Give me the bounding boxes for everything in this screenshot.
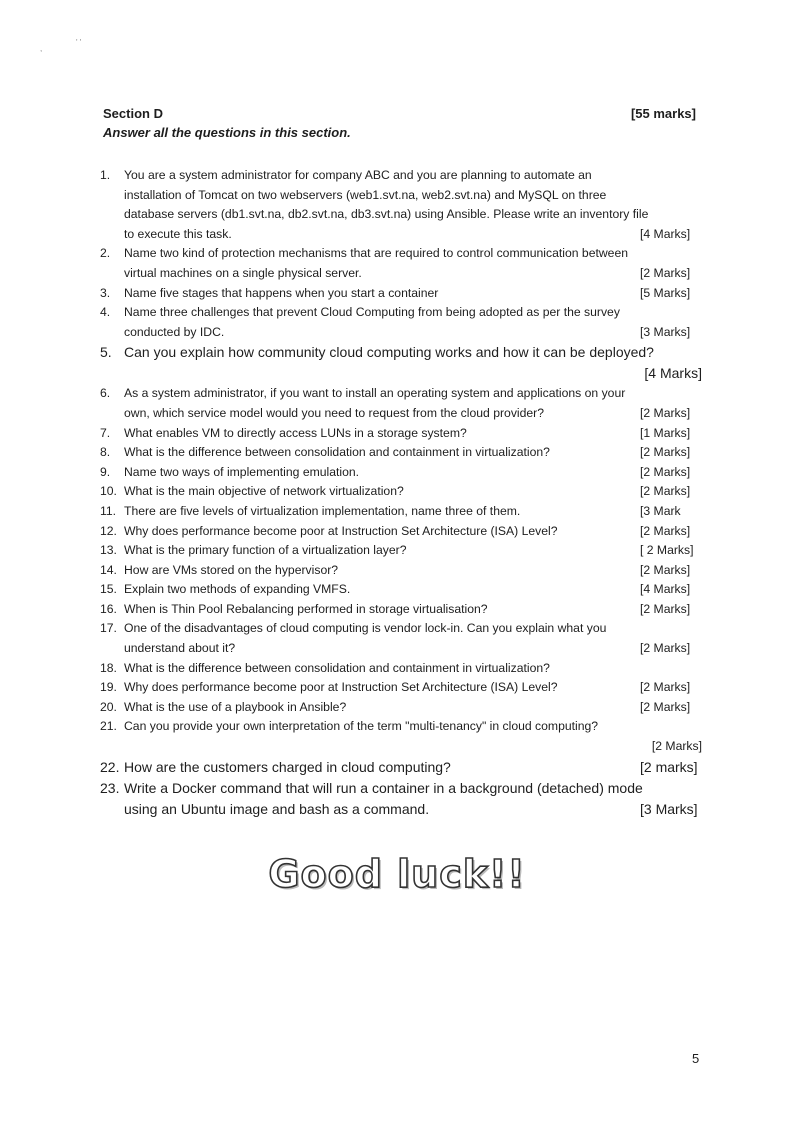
question-body [124,342,702,384]
question-marks [640,659,702,679]
section-marks: [55 marks] [630,106,696,121]
question-text-line: As a system administrator, if you want to install an operating system and applications on your [124,386,626,401]
question-number: 4. [100,305,111,320]
question-last-line [124,225,702,245]
question-last-line [124,323,702,343]
question-marks: [2 Marks] [640,680,691,695]
question-last-line [124,580,702,600]
question-text-line: own, which service model would you need to request from the cloud provider? [124,405,545,420]
question-number: 13. [100,543,117,558]
question-number: 10. [100,484,117,499]
question-last-line [124,482,702,502]
question-last-line [124,799,702,820]
question-text-line: Why does performance become poor at Instruction Set Architecture (ISA) Level? [124,523,558,538]
question-text-line: You are a system administrator for company ABC and you are planning to automate an [124,168,592,182]
question-item [100,659,702,679]
question-marks: [4 Marks] [640,582,691,597]
question-text-line: What enables VM to directly access LUNs in a storage system? [124,425,467,440]
question-body [124,659,702,679]
question-text-line: What is the difference between consolidation and containment in virtualization? [124,660,550,675]
question-body [124,303,702,342]
question-marks: [3 Marks] [640,800,698,817]
question-last-line [124,639,702,659]
question-text-line: What is the main objective of network virtualization? [124,484,404,499]
question-text-line: Why does performance become poor at Instruction Set Architecture (ISA) Level? [124,680,558,695]
question-body [124,502,702,522]
question-item [100,502,702,522]
question-marks: [2 Marks] [640,265,691,280]
question-number: 8. [100,445,111,460]
question-item [100,482,702,502]
question-item [100,619,702,658]
question-marks: [3 Mark [640,503,681,518]
question-body [124,244,702,283]
question-text-line: How are VMs stored on the hypervisor? [124,562,339,577]
question-item [100,541,702,561]
question-last-line [124,678,702,698]
question-item [100,384,702,423]
question-body [124,482,702,502]
question-last-line [124,659,702,679]
question-body [124,619,702,658]
question-text-line: How are the customers charged in cloud computing? [124,758,451,775]
question-item [100,561,702,581]
question-body [124,463,702,483]
question-item [100,463,702,483]
question-body [124,580,702,600]
question-marks: [2 marks] [640,758,698,775]
scan-speck: ' ' [76,38,82,47]
question-list [100,166,702,820]
question-last-line [124,541,702,561]
question-marks: [2 Marks] [651,739,702,754]
question-text-line: using an Ubuntu image and bash as a command. [124,800,430,817]
question-text-line: Can you explain how community cloud computing works and how it can be deployed? [124,344,654,361]
question-last-line [124,264,702,284]
question-marks: [4 Marks] [644,365,702,382]
question-marks: [2 Marks] [640,699,691,714]
question-text-line: Name three challenges that prevent Cloud Computing from being adopted as per the survey [124,305,620,320]
question-text-line: Can you provide your own interpretation of the term "multi-tenancy" in cloud computing? [124,719,599,734]
question-text-line: to execute this task. [124,226,232,241]
question-text-line: There are five levels of virtualization implementation, name three of them. [124,503,521,518]
question-item [100,522,702,542]
question-body [124,678,702,698]
question-text-line: What is the primary function of a virtualization layer? [124,543,407,558]
section-header [103,106,696,142]
question-last-line [124,404,702,424]
question-marks: [2 Marks] [640,523,691,538]
question-marks: [3 Marks] [640,324,691,339]
question-item [100,166,702,244]
question-marks: [2 Marks] [640,562,691,577]
question-marks: [5 Marks] [640,285,691,300]
question-body [124,561,702,581]
question-item [100,757,702,778]
question-marks: [2 Marks] [640,464,691,479]
question-number: 21. [100,719,117,734]
question-item [100,698,702,718]
question-number: 17. [100,621,117,636]
question-number: 15. [100,582,117,597]
question-item [100,244,702,283]
question-text-line: Name five stages that happens when you start a container [124,285,439,300]
question-item [100,717,702,756]
page-number: 5 [692,1051,700,1066]
question-marks: [4 Marks] [640,226,691,241]
question-last-line [124,424,702,444]
question-marks: [2 Marks] [640,405,691,420]
question-text-line: understand about it? [124,641,236,656]
question-number: 9. [100,464,111,479]
question-item [100,284,702,304]
question-item [100,443,702,463]
question-body [124,284,702,304]
question-text-line: Name two kind of protection mechanisms that are required to control communication between [124,246,629,261]
question-number: 18. [100,660,117,675]
question-last-line [124,284,702,304]
scan-speck: , [40,44,43,53]
question-number: 20. [100,699,117,714]
question-number: 12. [100,523,117,538]
question-last-line [124,443,702,463]
question-body [124,443,702,463]
question-number: 3. [100,285,111,300]
question-body [124,757,702,778]
question-text-line: database servers (db1.svt.na, db2.svt.na, db3.svt.na) using Ansible. Please write an inventory file [124,207,649,222]
question-text-line: One of the disadvantages of cloud computing is vendor lock-in. Can you explain what you [124,621,607,636]
question-body [124,717,702,756]
question-last-line [124,522,702,542]
question-item [100,778,702,820]
question-number: 19. [100,680,117,695]
question-last-line [124,757,702,778]
section-instruction: Answer all the questions in this section. [103,125,351,140]
question-item [100,580,702,600]
question-text-line: installation of Tomcat on two webservers (web1.svt.na, web2.svt.na) and MySQL on three [124,187,607,202]
question-body [124,424,702,444]
question-item [100,424,702,444]
question-last-line [124,698,702,718]
question-marks: [2 Marks] [640,601,691,616]
question-item [100,600,702,620]
question-number: 23. [100,779,120,796]
question-number: 2. [100,246,111,261]
question-text-line: Explain two methods of expanding VMFS. [124,582,351,597]
question-body [124,384,702,423]
question-last-line [124,502,702,522]
question-text-line: Name two ways of implementing emulation. [124,464,360,479]
question-item [100,678,702,698]
question-body [124,541,702,561]
question-item [100,342,702,384]
question-body [124,778,702,820]
question-item [100,303,702,342]
question-number: 16. [100,601,117,616]
question-marks: [ 2 Marks] [640,543,694,558]
question-text-line: What is the use of a playbook in Ansible? [124,699,347,714]
question-text-line: Write a Docker command that will run a container in a background (detached) mode [124,779,643,796]
question-number: 14. [100,562,117,577]
question-last-line [124,463,702,483]
question-body [124,166,702,244]
question-marks: [2 Marks] [640,445,691,460]
question-text-line: What is the difference between consolidation and containment in virtualization? [124,445,550,460]
question-text-line: conducted by IDC. [124,324,225,339]
question-number: 22. [100,758,120,775]
good-luck-banner: Good luck!! [268,852,526,896]
section-title-row [103,106,696,122]
question-body [124,698,702,718]
question-number: 11. [100,503,117,518]
question-last-line [124,561,702,581]
question-marks: [2 Marks] [640,484,691,499]
question-marks: [1 Marks] [640,425,691,440]
question-marks: [2 Marks] [640,641,691,656]
question-number: 7. [100,425,111,440]
question-text-line: When is Thin Pool Rebalancing performed in storage virtualisation? [124,601,488,616]
question-number: 5. [100,344,112,361]
question-number: 1. [100,168,111,182]
question-text-line: virtual machines on a single physical server. [124,265,362,280]
question-body [124,522,702,542]
question-last-line [124,600,702,620]
section-title: Section D [103,106,163,121]
question-number: 6. [100,386,111,401]
question-body [124,600,702,620]
